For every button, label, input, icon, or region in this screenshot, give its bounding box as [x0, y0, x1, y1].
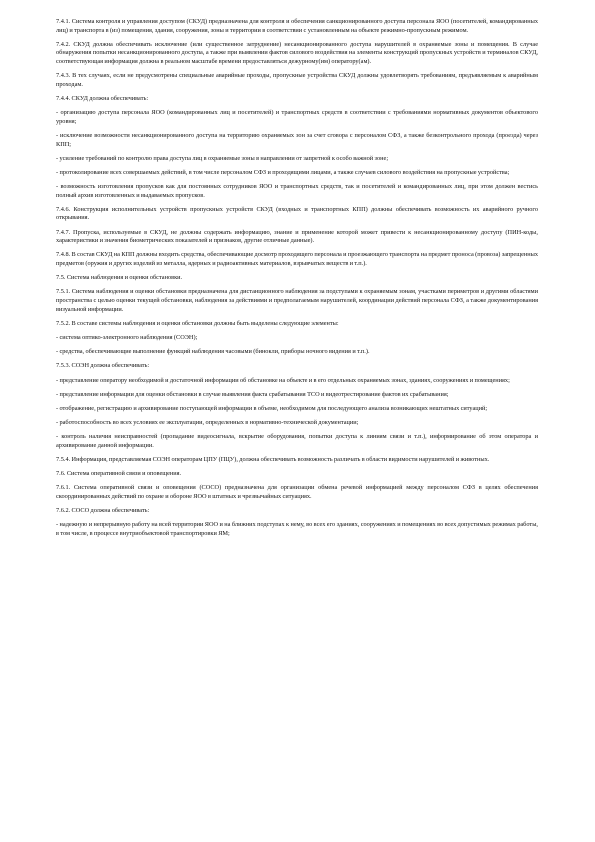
list-item: - средства, обеспечивающие выполнение функций наблюдения часовыми (бинокли, приборы ночного видения и т.п.).: [56, 348, 370, 356]
list-item: - исключение возможности несанкционированного доступа на территорию охраняемых зон за счет сговора с персоналом СФЗ, а также безконтрольного прохода (проезда) через КПП;: [56, 131, 538, 148]
paragraph-7-4-1: 7.4.1. Система контроля и управления доступом (СКУД) предназначена для контроля и обеспечения санкционированного доступа персонала ЯОО (посетителей, командированных лиц) и транспорта в (из) помещения, здания, сооружения, зоны и территории в соответствии с установленным на объекте режимно-пропускным режимом.: [56, 18, 538, 34]
paragraph-7-6-1: 7.6.1. Система оперативной связи и оповещения (СОСО) предназначена для организации обмена речевой информацией между персоналом СФЗ в целях обеспечения скоординированных действий по охране и обороне ЯОО в штатных и чрезвычайных ситуациях.: [56, 484, 538, 500]
list-item: - система оптико-электронного наблюдения (СОЭН);: [56, 333, 198, 341]
list-item: - надежную и непрерывную работу на всей территории ЯОО и на ближних подступах к нему, во всех его зданиях, сооружениях и помещениях во всех допустимых режимах работы, в том числе, в процессе внутриобъектовой транспортировки ЯМ;: [56, 521, 538, 537]
paragraph-7-4-8: 7.4.8. В состав СКУД на КПП должны входить средства, обеспечивающие досмотр проходящего персонала и проезжающего транспорта на предмет проноса (провоза) запрещенных предметов (оружия и других изделий из металла, ядерных и радиоактивных материалов, взрывчатых веществ и т.п.).: [56, 251, 538, 267]
section-heading-7-5: 7.5. Система наблюдения и оценки обстановки.: [56, 274, 183, 282]
list-item: - представление оператору необходимой и достаточной информации об обстановке на объекте и в его отдельных охраняемых зонах, зданиях, сооружениях и помещениях;: [56, 376, 510, 384]
paragraph-7-4-7: 7.4.7. Пропуска, используемые в СКУД, не должны содержать информацию, знание и применение которой может привести к несанкционированному доступу (ПИН-коды, характеристики и значения биометрических показателей и признаков, другие отличные данные).: [56, 228, 538, 245]
list-item: - представление информации для оценки обстановки в случае выявления факта срабатывания ТСО и видеотрестирование фактов их срабатывания;: [56, 390, 449, 398]
list-item: - контроль наличия неисправностей (пропадание видеосигнала, вскрытие оборудования, попытки доступа к линиям связи и т.п.), информирование об этом оператора и архивирование данной информации.: [56, 433, 538, 449]
paragraph-7-4-6: 7.4.6. Конструкция исполнительных устройств пропускных устройств СКУД (входных и транспортных КПП) должны обеспечивать возможность их аварийного ручного открывания.: [56, 205, 538, 222]
paragraph-7-4-4: 7.4.4. СКУД должна обеспечивать:: [56, 94, 149, 102]
paragraph-7-5-1: 7.5.1. Система наблюдения и оценки обстановки предназначена для дистанционного наблюдения за подступами к охраняемым зонам, участками периметров и другими областями пространства с целью оценки текущей обстановки, наблюдения за действиями и предполагаемым нарушителей, координации действий персонала СФЗ, а также документирования визуальной информации.: [56, 288, 538, 313]
paragraph-7-5-3: 7.5.3. СОЭН должна обеспечивать:: [56, 362, 150, 370]
paragraph-7-4-3: 7.4.3. В тех случаях, если не предусмотрены специальные аварийные проходы, пропускные устройства СКУД должны удовлетворять требованиям, предъявляемым к аварийным проходам.: [56, 72, 538, 88]
paragraph-7-6-2: 7.6.2. СОСО должна обеспечивать:: [56, 507, 150, 515]
paragraph-7-5-2: 7.5.2. В составе системы наблюдения и оценки обстановки должны быть выделены следующие элементы:: [56, 319, 339, 327]
section-heading-7-6: 7.6. Система оперативной связи и оповещения.: [56, 470, 182, 478]
list-item: - возможность изготовления пропусков как для постоянных сотрудников ЯОО и транспортных средств, так и посетителей и командированных лиц, при этом должен вестись полный архив изготовленных и выдаваемых пропусков.: [56, 183, 538, 199]
list-item: - организацию доступа персонала ЯОО (командированных лиц и посетителей) и транспортных средств в соответствии с требованиями нормативных документов объектового уровня;: [56, 109, 538, 125]
list-item: - отображение, регистрацию и архивирование поступающей информации в объеме, необходимом для последующего анализа возникающих нештатных ситуаций;: [56, 404, 488, 412]
paragraph-7-4-2: 7.4.2. СКУД должна обеспечивать исключение (или существенное затруднение) несанкционированного доступа нарушителей в охраняемые зоны и помещения. В случае обнаружения попытки несанкционированного доступа, а также при выявлении фактов силового воздействия на элементы конструкций пропускных устройств и терминалов СКУД, соответствующая информация должна в реальном масштабе времени предоставляться дежурному(им) оператору(ам).: [56, 40, 538, 65]
list-item: - усиление требований по контролю права доступа лиц в охраняемые зоны в направлении от запретной к особо важной зоне;: [56, 154, 389, 162]
list-item: - работоспособность во всех условиях ее эксплуатации, определенных в нормативно-технической документации;: [56, 419, 359, 427]
paragraph-7-5-4: 7.5.4. Информация, представляемая СОЭН операторам ЦПУ (ПЦУ), должна обеспечивать возможность различать в области видимости нарушителей и животных.: [56, 456, 490, 464]
document-page: [56, 18, 538, 544]
list-item: - протоколирование всех совершаемых действий, в том числе персоналом СФЗ и проходящими лицами, а также случаев силового воздействия на пропускные устройства;: [56, 168, 510, 176]
